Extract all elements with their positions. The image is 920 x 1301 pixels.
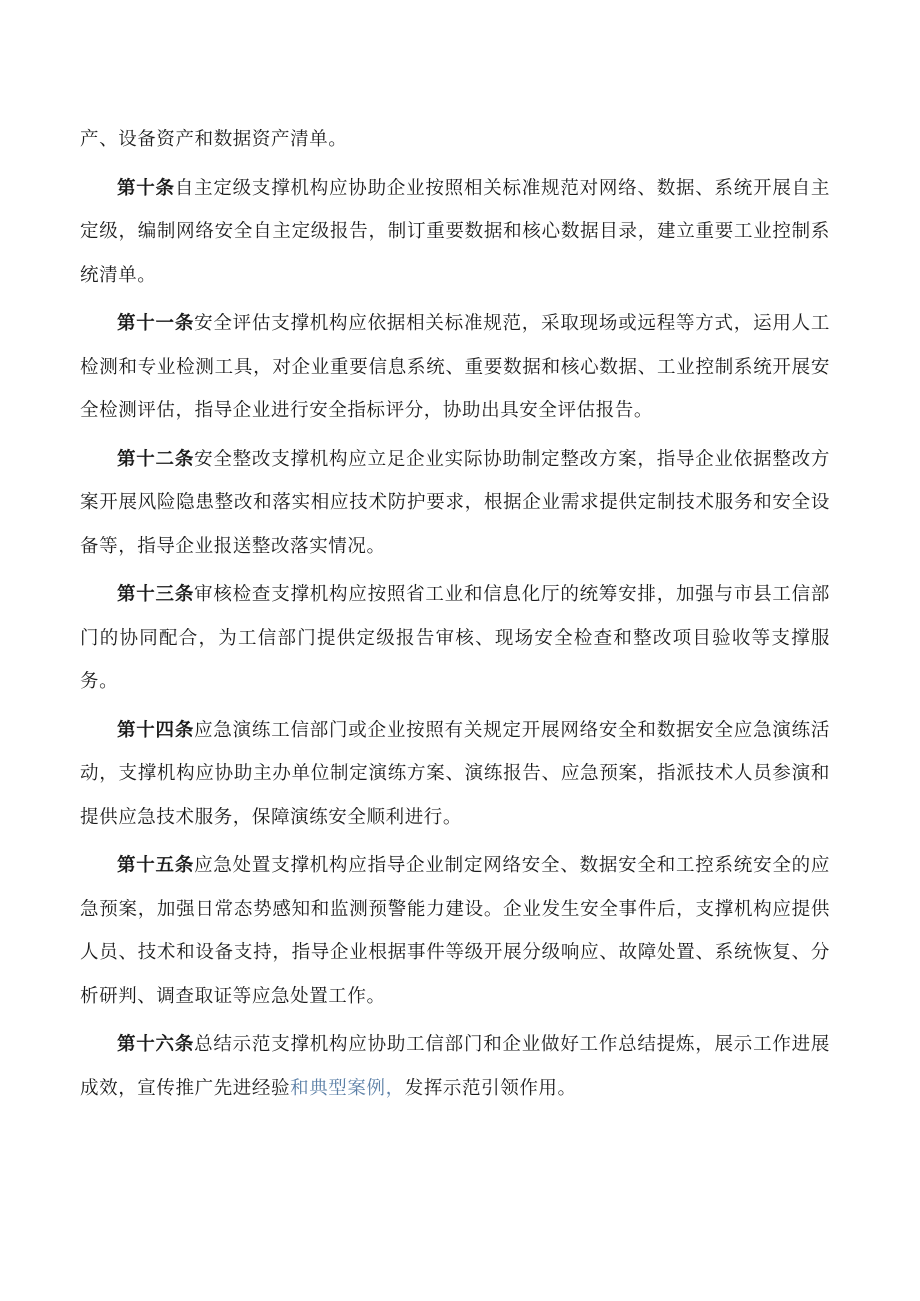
article-text: 安全评估支撑机构应依据相关标准规范，采取现场或远程等方式，运用人工检测和专业检测工具，对企业重要信息系统、重要数据和核心数据、工业控制系统开展安全检测评估，指导企业进行安全指标评分，协助出具安全评估报告。: [80, 313, 830, 421]
article-14: [80, 709, 830, 840]
article-heading: 第十二条: [117, 448, 195, 470]
article-heading: 第十条: [117, 177, 175, 199]
article-heading: 第十五条: [117, 855, 195, 876]
article-13: [80, 573, 830, 704]
document-body: [80, 118, 830, 1115]
article-11: [80, 302, 830, 433]
article-text: 自主定级支撑机构应协助企业按照相关标准规范对网络、数据、系统开展自主定级，编制网络安全自主定级报告，制订重要数据和核心数据目录，建立重要工业控制系统清单。: [80, 177, 830, 286]
article-heading: 第十三条: [117, 584, 195, 605]
article-heading: 第十六条: [117, 1034, 195, 1055]
article-text-tail: 发挥示范引领作用。: [404, 1077, 577, 1099]
article-text: 应急演练工信部门或企业按照有关规定开展网络安全和数据安全应急演练活动，支撑机构应协助主办单位制定演练方案、演练报告、应急预案，指派技术人员参演和提供应急技术服务，保障演练安全顺利进行。: [80, 719, 830, 828]
article-10: [80, 167, 830, 298]
highlighted-text: 和典型案例，: [290, 1077, 405, 1099]
article-text: 总结示范支撑机构应协助工信部门和企业做好工作总结提炼，展示工作进展成效，宣传推广先进经验: [80, 1034, 830, 1099]
article-15: [80, 844, 830, 1018]
paragraph-continuation: [80, 118, 830, 162]
article-heading: 第十四条: [117, 719, 195, 741]
article-16: [80, 1023, 830, 1110]
article-12: [80, 438, 830, 569]
article-heading: 第十一条: [117, 313, 195, 334]
article-text: 审核检查支撑机构应按照省工业和信息化厅的统筹安排，加强与市县工信部门的协同配合，为工信部门提供定级报告审核、现场安全检查和整改项目验收等支撑服务。: [80, 584, 830, 692]
article-text: 应急处置支撑机构应指导企业制定网络安全、数据安全和工控系统安全的应急预案，加强日常态势感知和监测预警能力建设。企业发生安全事件后，支撑机构应提供人员、技术和设备支持，指导企业根据事件等级开展分级响应、故障处置、系统恢复、分析研判、调查取证等应急处置工作。: [80, 855, 830, 1007]
article-text: 安全整改支撑机构应立足企业实际协助制定整改方案，指导企业依据整改方案开展风险隐患整改和落实相应技术防护要求，根据企业需求提供定制技术服务和安全设备等，指导企业报送整改落实情况。: [80, 448, 830, 557]
paragraph-text: 产、设备资产和数据资产清单。: [80, 129, 348, 150]
